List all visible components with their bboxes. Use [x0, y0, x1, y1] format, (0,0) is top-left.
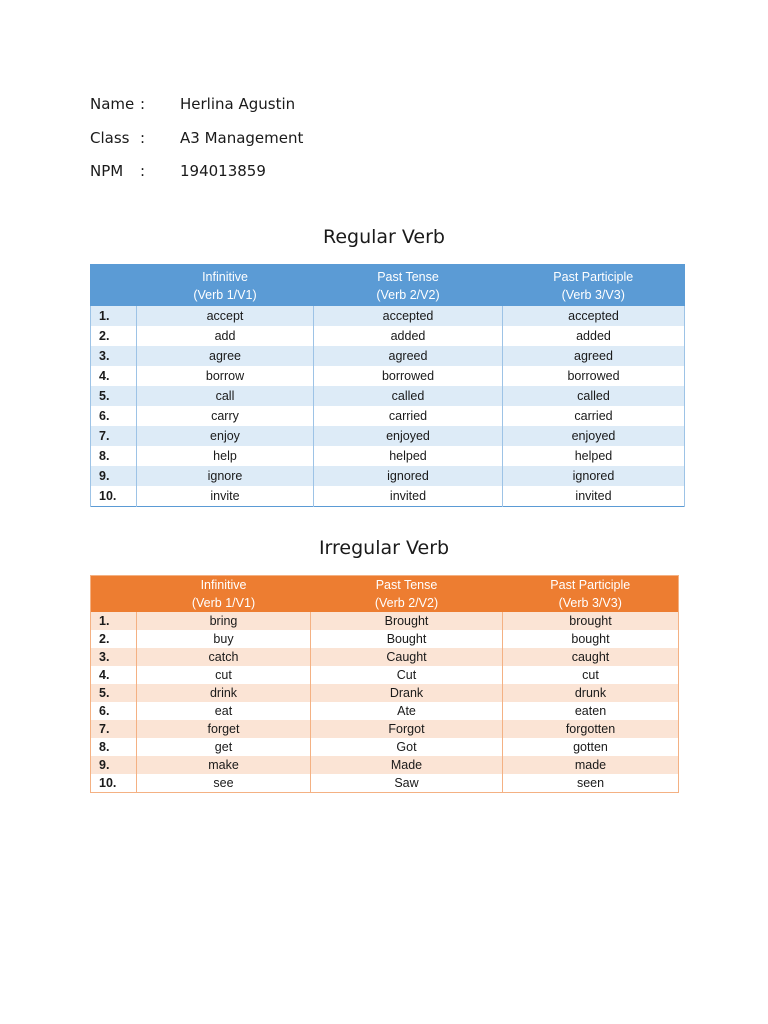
past-tense-cell: helped — [314, 446, 503, 466]
class-colon: : — [140, 129, 146, 147]
table-row — [91, 720, 679, 738]
row-number: 6. — [91, 406, 137, 426]
past-participle-cell: caught — [503, 648, 679, 666]
regular-verb-table — [90, 264, 685, 507]
infinitive-cell: help — [137, 446, 314, 466]
table-row — [91, 326, 685, 346]
column-header-subtitle: (Verb 2/V2) — [374, 596, 439, 610]
infinitive-cell: add — [137, 326, 314, 346]
past-participle-cell: ignored — [503, 466, 685, 486]
class-label: Class — [90, 129, 130, 147]
past-participle-cell: helped — [503, 446, 685, 466]
column-header-title: Past Participle — [550, 578, 631, 592]
table-row — [91, 486, 685, 507]
column-header — [91, 265, 137, 307]
past-tense-cell: invited — [314, 486, 503, 507]
column-header-title: Past Participle — [553, 269, 634, 284]
past-participle-cell: brought — [503, 612, 679, 630]
infinitive-cell: see — [137, 774, 311, 793]
past-participle-cell: gotten — [503, 738, 679, 756]
column-header — [91, 576, 137, 613]
row-number: 4. — [91, 366, 137, 386]
row-number: 2. — [91, 326, 137, 346]
past-participle-cell: forgotten — [503, 720, 679, 738]
row-number: 8. — [91, 738, 137, 756]
infinitive-cell: forget — [137, 720, 311, 738]
past-tense-cell: Cut — [311, 666, 503, 684]
past-tense-cell: ignored — [314, 466, 503, 486]
past-tense-cell: Bought — [311, 630, 503, 648]
past-participle-cell: accepted — [503, 306, 685, 326]
column-header-subtitle: (Verb 1/V1) — [191, 596, 256, 610]
column-header — [137, 265, 314, 307]
name-colon: : — [140, 95, 146, 113]
past-tense-cell: Drank — [311, 684, 503, 702]
past-tense-cell: accepted — [314, 306, 503, 326]
row-number: 3. — [91, 648, 137, 666]
row-number: 10. — [91, 486, 137, 507]
row-number: 5. — [91, 386, 137, 406]
column-header — [137, 576, 311, 613]
infinitive-cell: cut — [137, 666, 311, 684]
past-tense-cell: agreed — [314, 346, 503, 366]
past-tense-cell: carried — [314, 406, 503, 426]
past-participle-cell: agreed — [503, 346, 685, 366]
infinitive-cell: bring — [137, 612, 311, 630]
infinitive-cell: call — [137, 386, 314, 406]
row-number: 1. — [91, 612, 137, 630]
table-row — [91, 346, 685, 366]
past-tense-cell: Caught — [311, 648, 503, 666]
past-participle-cell: made — [503, 756, 679, 774]
infinitive-cell: borrow — [137, 366, 314, 386]
row-number: 7. — [91, 720, 137, 738]
infinitive-cell: accept — [137, 306, 314, 326]
class-value: A3 Management — [180, 129, 304, 147]
infinitive-cell: buy — [137, 630, 311, 648]
table-row — [91, 684, 679, 702]
table-row — [91, 756, 679, 774]
past-tense-cell: called — [314, 386, 503, 406]
past-participle-cell: seen — [503, 774, 679, 793]
table-row — [91, 386, 685, 406]
name-label: Name — [90, 95, 135, 113]
infinitive-cell: eat — [137, 702, 311, 720]
past-tense-cell: Saw — [311, 774, 503, 793]
infinitive-cell: enjoy — [137, 426, 314, 446]
column-header — [311, 576, 503, 613]
past-tense-cell: borrowed — [314, 366, 503, 386]
past-participle-cell: carried — [503, 406, 685, 426]
infinitive-cell: catch — [137, 648, 311, 666]
row-number: 7. — [91, 426, 137, 446]
regular-verb-title: Regular Verb — [323, 226, 445, 248]
table-row — [91, 738, 679, 756]
table-row — [91, 648, 679, 666]
infinitive-cell: ignore — [137, 466, 314, 486]
row-number: 1. — [91, 306, 137, 326]
past-tense-cell: Made — [311, 756, 503, 774]
past-tense-cell: Ate — [311, 702, 503, 720]
past-participle-cell: cut — [503, 666, 679, 684]
column-header — [314, 265, 503, 307]
table-row — [91, 446, 685, 466]
column-header-subtitle: (Verb 3/V3) — [561, 287, 625, 302]
column-header-subtitle: (Verb 2/V2) — [376, 287, 440, 302]
past-participle-cell: enjoyed — [503, 426, 685, 446]
past-tense-cell: Brought — [311, 612, 503, 630]
past-participle-cell: called — [503, 386, 685, 406]
table-row — [91, 306, 685, 326]
column-header — [503, 576, 679, 613]
past-participle-cell: added — [503, 326, 685, 346]
infinitive-cell: drink — [137, 684, 311, 702]
row-number: 8. — [91, 446, 137, 466]
column-header — [503, 265, 685, 307]
table-row — [91, 426, 685, 446]
infinitive-cell: carry — [137, 406, 314, 426]
row-number: 9. — [91, 466, 137, 486]
infinitive-cell: make — [137, 756, 311, 774]
name-value: Herlina Agustin — [180, 95, 296, 113]
irregular-verb-table — [90, 575, 679, 793]
past-participle-cell: eaten — [503, 702, 679, 720]
column-header-title: Infinitive — [202, 269, 248, 284]
table-row — [91, 774, 679, 793]
infinitive-cell: agree — [137, 346, 314, 366]
npm-value: 194013859 — [180, 162, 266, 180]
column-header-title: Past Tense — [375, 578, 438, 592]
irregular-verb-title: Irregular Verb — [318, 537, 450, 559]
row-number: 2. — [91, 630, 137, 648]
npm-label: NPM — [90, 162, 124, 180]
past-tense-cell: Forgot — [311, 720, 503, 738]
past-participle-cell: borrowed — [503, 366, 685, 386]
table-row — [91, 406, 685, 426]
row-number: 9. — [91, 756, 137, 774]
past-participle-cell: invited — [503, 486, 685, 507]
column-header-title: Infinitive — [200, 578, 247, 592]
past-participle-cell: drunk — [503, 684, 679, 702]
table-row — [91, 366, 685, 386]
past-tense-cell: added — [314, 326, 503, 346]
row-number: 6. — [91, 702, 137, 720]
past-participle-cell: bought — [503, 630, 679, 648]
row-number: 4. — [91, 666, 137, 684]
column-header-subtitle: (Verb 1/V1) — [193, 287, 257, 302]
row-number: 3. — [91, 346, 137, 366]
npm-colon: : — [140, 162, 146, 180]
row-number: 5. — [91, 684, 137, 702]
table-row — [91, 702, 679, 720]
row-number: 10. — [91, 774, 137, 793]
regular-header-row — [91, 265, 685, 307]
column-header-title: Past Tense — [377, 269, 439, 284]
past-tense-cell: Got — [311, 738, 503, 756]
infinitive-cell: get — [137, 738, 311, 756]
table-row — [91, 666, 679, 684]
table-row — [91, 612, 679, 630]
infinitive-cell: invite — [137, 486, 314, 507]
table-row — [91, 630, 679, 648]
past-tense-cell: enjoyed — [314, 426, 503, 446]
irregular-header-row — [91, 576, 679, 613]
table-row — [91, 466, 685, 486]
column-header-subtitle: (Verb 3/V3) — [558, 596, 622, 610]
